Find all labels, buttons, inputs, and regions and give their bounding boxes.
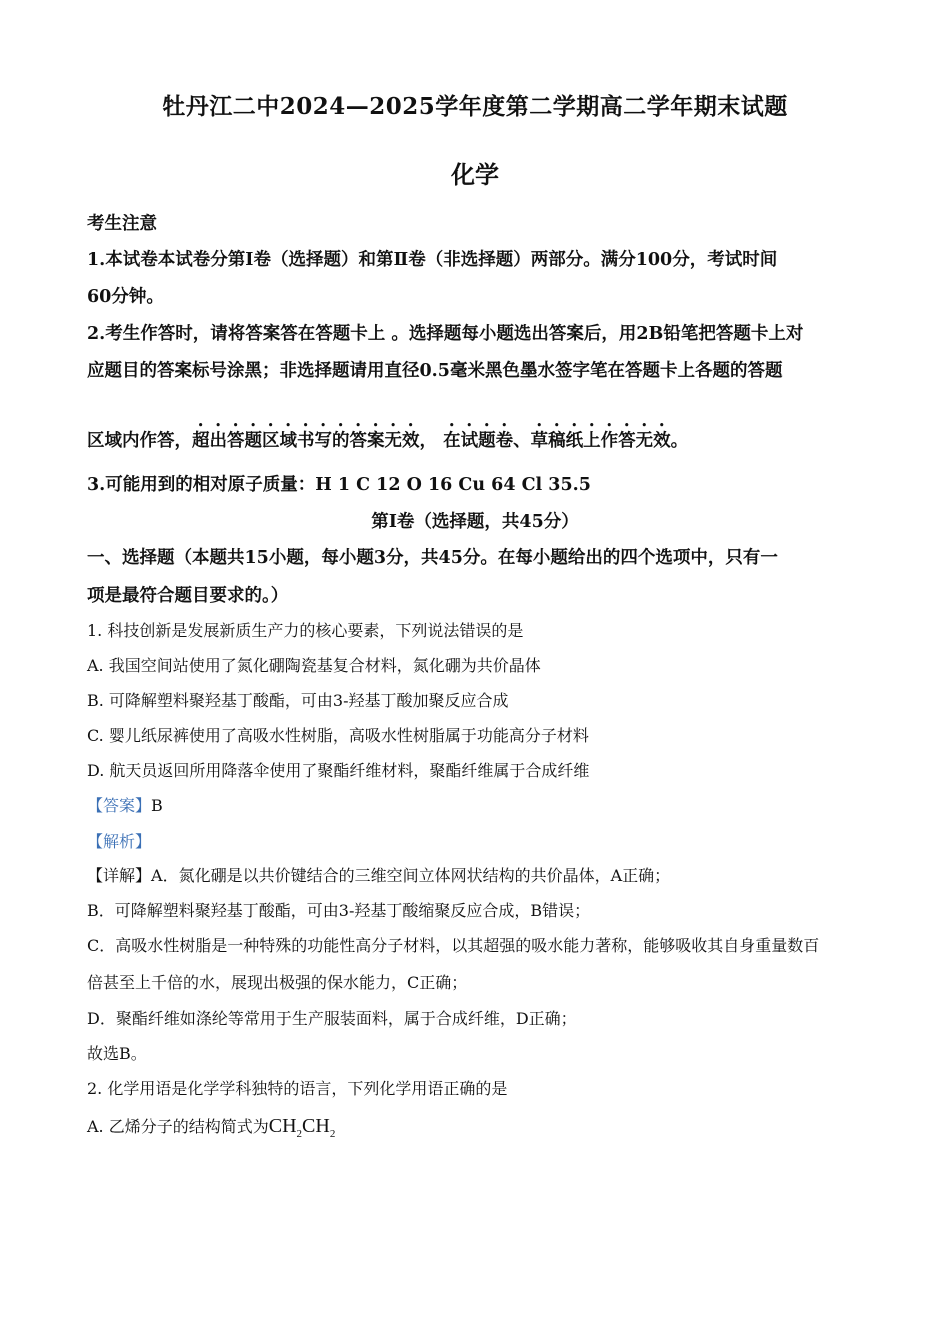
formula-subscript: 2 (329, 1128, 336, 1140)
detail-d: D．聚酯纤维如涤纶等常用于生产服装面料，属于合成纤维，D正确； (87, 1009, 577, 1028)
answer-tag: 【答案】 (87, 796, 152, 815)
emphasis-text: 超出答题区域书写的答案无效 (192, 431, 420, 451)
detail-a (87, 863, 670, 886)
section-title: 第Ⅰ卷（选择题，共45分） (371, 512, 579, 532)
question-1-option-c: C. 婴儿纸尿裤使用了高吸水性树脂，高吸水性树脂属于功能高分子材料 (87, 726, 589, 745)
answer-value: B (151, 796, 163, 815)
question-1-stem: 1. 科技创新是发展新质生产力的核心要素，下列说法错误的是 (87, 621, 524, 640)
analysis-tag: 【解析】 (87, 832, 152, 851)
notice-text: 。 (670, 431, 689, 451)
formula-part: CH (268, 1115, 297, 1137)
option-a-text: A. 乙烯分子的结构简式为 (87, 1117, 269, 1136)
formula-part: CH (302, 1115, 330, 1137)
notice-item-3: 3.可能用到的相对原子质量：H 1 C 12 O 16 Cu 64 Cl 35.5 (87, 475, 591, 495)
emphasis-text: 在试题卷、草稿纸上作答无效 (443, 431, 671, 451)
notice-item-1-cont: 60分钟。 (87, 287, 164, 307)
question-1-option-b: B. 可降解塑料聚羟基丁酸酯，可由3-羟基丁酸加聚反应合成 (87, 691, 509, 710)
question-2-stem: 2. 化学用语是化学学科独特的语言，下列化学用语正确的是 (87, 1079, 508, 1098)
question-1-option-d: D. 航天员返回所用降落伞使用了聚酯纤维材料，聚酯纤维属于合成纤维 (87, 761, 590, 780)
detail-c: C．高吸水性树脂是一种特殊的功能性高分子材料，以其超强的吸水能力著称，能够吸收其自身重量数百 (87, 936, 820, 955)
notice-item-2-cont: 应题目的答案标号涂黑；非选择题请用直径0.5毫米黑色墨水签字笔在答题卡上各题的答题 (87, 361, 783, 381)
conclusion: 故选B。 (87, 1044, 147, 1063)
detail-b: B．可降解塑料聚羟基丁酸酯，可由3-羟基丁酸缩聚反应合成，B错误； (87, 901, 591, 920)
question-1-option-a: A. 我国空间站使用了氮化硼陶瓷基复合材料，氮化硼为共价晶体 (87, 656, 541, 675)
notice-item-2: 2.考生作答时，请将答案答在答题卡上 。选择题每小题选出答案后，用2B铅笔把答题卡上对 (87, 324, 804, 344)
notice-item-1: 1.本试卷本试卷分第Ⅰ卷（选择题）和第Ⅱ卷（非选择题）两部分。满分100分，考试时间 (87, 250, 778, 270)
notice-text: 区域内作答， (87, 431, 192, 451)
detail-a-text: A．氮化硼是以共价键结合的三维空间立体网状结构的共价晶体，A正确； (151, 866, 671, 885)
notice-item-2-end (87, 421, 688, 452)
notice-text: ， (419, 431, 444, 451)
detail-c-cont: 倍甚至上千倍的水，展现出极强的保水能力，C正确； (87, 973, 468, 992)
detail-tag: 【详解】 (87, 866, 152, 885)
section-instructions-cont: 项是最符合题目要求的。） (87, 586, 289, 606)
question-2-option-a (87, 1114, 335, 1140)
section-instructions: 一、选择题（本题共15小题，每小题3分，共45分。在每小题给出的四个选项中，只有一 (87, 548, 778, 568)
formula-subscript: 2 (296, 1128, 303, 1140)
chemical-formula (268, 1115, 336, 1140)
notice-heading: 考生注意 (87, 214, 157, 234)
answer-line (87, 793, 163, 816)
exam-title: 牡丹江二中2024—2025学年度第二学期高二学年期末试题 (162, 93, 788, 120)
subject-title: 化学 (451, 160, 499, 189)
